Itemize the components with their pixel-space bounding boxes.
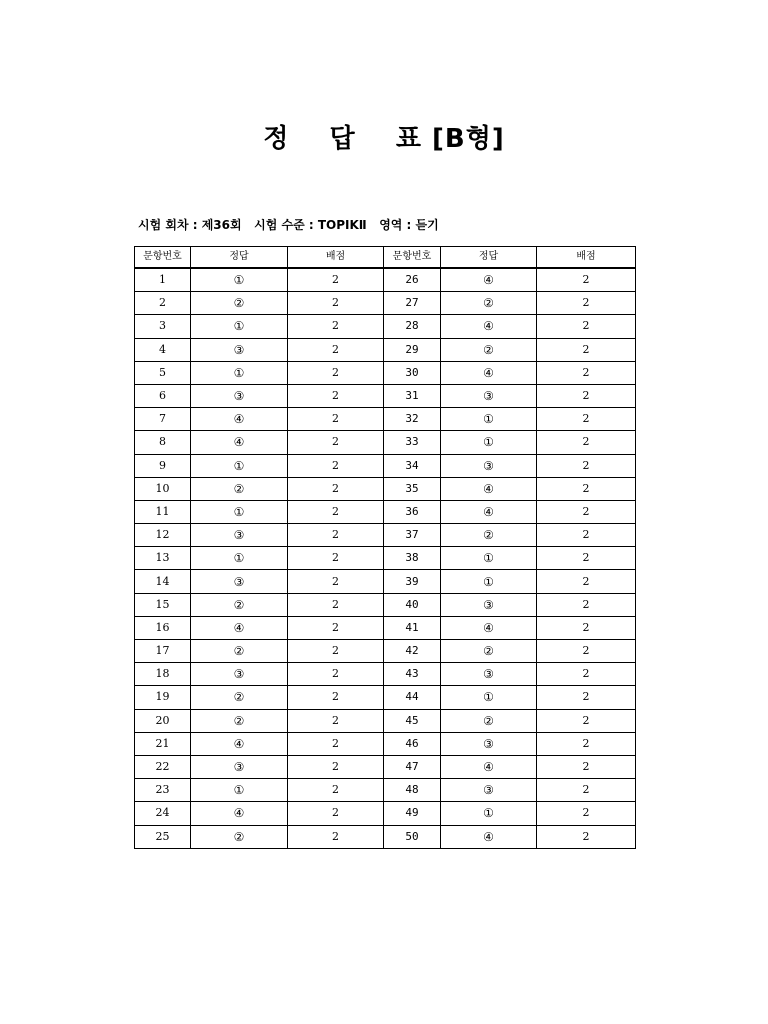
answer-cell: ③ [441, 732, 537, 755]
question-number-cell: 16 [135, 616, 191, 639]
answer-cell: ③ [191, 338, 288, 361]
question-number-cell: 5 [135, 361, 191, 384]
points-cell: 2 [288, 732, 384, 755]
question-number-cell: 27 [384, 292, 441, 315]
question-number-cell: 37 [384, 524, 441, 547]
table-row [135, 640, 636, 663]
header-question-number: 문항번호 [135, 247, 191, 269]
points-cell: 2 [537, 477, 636, 500]
question-number-cell: 8 [135, 431, 191, 454]
points-cell: 2 [537, 640, 636, 663]
question-number-cell: 45 [384, 709, 441, 732]
header-question-number-2: 문항번호 [384, 247, 441, 269]
question-number-cell: 15 [135, 593, 191, 616]
answer-cell: ② [191, 686, 288, 709]
points-cell: 2 [288, 292, 384, 315]
table-row [135, 570, 636, 593]
question-number-cell: 2 [135, 292, 191, 315]
points-cell: 2 [537, 408, 636, 431]
answer-cell: ② [441, 640, 537, 663]
answer-cell: ④ [441, 315, 537, 338]
answer-cell: ② [191, 477, 288, 500]
answer-cell: ① [191, 547, 288, 570]
question-number-cell: 20 [135, 709, 191, 732]
answer-cell: ④ [191, 408, 288, 431]
table-row [135, 454, 636, 477]
question-number-cell: 34 [384, 454, 441, 477]
header-points-2: 배점 [537, 247, 636, 269]
answer-cell: ② [441, 709, 537, 732]
question-number-cell: 11 [135, 500, 191, 523]
table-row [135, 292, 636, 315]
answer-cell: ④ [191, 802, 288, 825]
table-row [135, 408, 636, 431]
table-row [135, 268, 636, 292]
question-number-cell: 21 [135, 732, 191, 755]
points-cell: 2 [288, 663, 384, 686]
table-row [135, 431, 636, 454]
answer-cell: ④ [191, 732, 288, 755]
points-cell: 2 [288, 802, 384, 825]
question-number-cell: 26 [384, 268, 441, 292]
points-cell: 2 [288, 640, 384, 663]
answer-cell: ① [441, 570, 537, 593]
table-row [135, 686, 636, 709]
points-cell: 2 [537, 686, 636, 709]
table-row [135, 315, 636, 338]
table-row [135, 732, 636, 755]
points-cell: 2 [537, 709, 636, 732]
answer-cell: ① [441, 686, 537, 709]
points-cell: 2 [288, 431, 384, 454]
answer-cell: ③ [191, 524, 288, 547]
answer-cell: ③ [441, 593, 537, 616]
points-cell: 2 [288, 524, 384, 547]
points-cell: 2 [288, 709, 384, 732]
answer-cell: ③ [191, 663, 288, 686]
question-number-cell: 33 [384, 431, 441, 454]
points-cell: 2 [288, 686, 384, 709]
answer-cell: ③ [441, 663, 537, 686]
table-row [135, 779, 636, 802]
question-number-cell: 6 [135, 384, 191, 407]
table-row [135, 477, 636, 500]
points-cell: 2 [288, 408, 384, 431]
header-row [135, 247, 636, 269]
answer-key-header [135, 247, 636, 269]
answer-cell: ② [441, 292, 537, 315]
points-cell: 2 [537, 802, 636, 825]
answer-cell: ① [191, 779, 288, 802]
points-cell: 2 [537, 315, 636, 338]
points-cell: 2 [537, 361, 636, 384]
points-cell: 2 [537, 384, 636, 407]
points-cell: 2 [288, 547, 384, 570]
table-row [135, 338, 636, 361]
answer-cell: ④ [441, 755, 537, 778]
points-cell: 2 [288, 384, 384, 407]
question-number-cell: 42 [384, 640, 441, 663]
answer-cell: ④ [441, 361, 537, 384]
points-cell: 2 [288, 825, 384, 848]
answer-cell: ④ [191, 431, 288, 454]
answer-cell: ④ [191, 616, 288, 639]
answer-key-table [134, 246, 636, 849]
question-number-cell: 46 [384, 732, 441, 755]
answer-cell: ③ [191, 384, 288, 407]
question-number-cell: 7 [135, 408, 191, 431]
answer-cell: ③ [191, 755, 288, 778]
answer-cell: ④ [441, 500, 537, 523]
points-cell: 2 [537, 338, 636, 361]
answer-cell: ② [441, 524, 537, 547]
points-cell: 2 [288, 268, 384, 292]
answer-cell: ② [191, 292, 288, 315]
points-cell: 2 [537, 663, 636, 686]
answer-cell: ④ [441, 616, 537, 639]
table-row [135, 755, 636, 778]
question-number-cell: 40 [384, 593, 441, 616]
points-cell: 2 [537, 500, 636, 523]
question-number-cell: 47 [384, 755, 441, 778]
points-cell: 2 [537, 454, 636, 477]
answer-cell: ① [191, 500, 288, 523]
points-cell: 2 [537, 593, 636, 616]
answer-cell: ② [441, 338, 537, 361]
table-row [135, 547, 636, 570]
page-title: 정 답 표 [B형] [263, 124, 505, 154]
answer-cell: ④ [441, 477, 537, 500]
points-cell: 2 [288, 315, 384, 338]
exam-info: 시험 회차 : 제36회 시험 수준 : TOPIKⅡ 영역 : 듣기 [138, 218, 439, 232]
points-cell: 2 [537, 825, 636, 848]
question-number-cell: 9 [135, 454, 191, 477]
question-number-cell: 12 [135, 524, 191, 547]
header-points: 배점 [288, 247, 384, 269]
points-cell: 2 [537, 524, 636, 547]
answer-cell: ② [191, 593, 288, 616]
answer-cell: ① [191, 268, 288, 292]
table-row [135, 361, 636, 384]
points-cell: 2 [288, 338, 384, 361]
points-cell: 2 [288, 779, 384, 802]
question-number-cell: 43 [384, 663, 441, 686]
answer-cell: ① [441, 408, 537, 431]
question-number-cell: 22 [135, 755, 191, 778]
question-number-cell: 10 [135, 477, 191, 500]
answer-cell: ① [191, 361, 288, 384]
points-cell: 2 [537, 547, 636, 570]
points-cell: 2 [537, 268, 636, 292]
answer-cell: ① [191, 454, 288, 477]
points-cell: 2 [288, 454, 384, 477]
question-number-cell: 50 [384, 825, 441, 848]
table-row [135, 384, 636, 407]
question-number-cell: 32 [384, 408, 441, 431]
question-number-cell: 35 [384, 477, 441, 500]
question-number-cell: 1 [135, 268, 191, 292]
question-number-cell: 28 [384, 315, 441, 338]
answer-cell: ② [191, 709, 288, 732]
question-number-cell: 14 [135, 570, 191, 593]
table-row [135, 825, 636, 848]
points-cell: 2 [288, 616, 384, 639]
answer-cell: ③ [191, 570, 288, 593]
question-number-cell: 49 [384, 802, 441, 825]
points-cell: 2 [288, 477, 384, 500]
answer-cell: ① [441, 547, 537, 570]
table-row [135, 593, 636, 616]
question-number-cell: 31 [384, 384, 441, 407]
points-cell: 2 [288, 755, 384, 778]
question-number-cell: 17 [135, 640, 191, 663]
answer-key-body [135, 268, 636, 848]
header-answer: 정답 [191, 247, 288, 269]
points-cell: 2 [288, 593, 384, 616]
question-number-cell: 13 [135, 547, 191, 570]
answer-cell: ④ [441, 268, 537, 292]
answer-cell: ② [191, 640, 288, 663]
table-row [135, 616, 636, 639]
question-number-cell: 19 [135, 686, 191, 709]
points-cell: 2 [537, 779, 636, 802]
answer-cell: ③ [441, 384, 537, 407]
question-number-cell: 48 [384, 779, 441, 802]
points-cell: 2 [537, 755, 636, 778]
points-cell: 2 [537, 616, 636, 639]
question-number-cell: 18 [135, 663, 191, 686]
answer-cell: ④ [441, 825, 537, 848]
question-number-cell: 29 [384, 338, 441, 361]
question-number-cell: 4 [135, 338, 191, 361]
answer-cell: ③ [441, 454, 537, 477]
points-cell: 2 [537, 732, 636, 755]
answer-cell: ① [441, 431, 537, 454]
question-number-cell: 24 [135, 802, 191, 825]
points-cell: 2 [288, 570, 384, 593]
question-number-cell: 36 [384, 500, 441, 523]
points-cell: 2 [288, 361, 384, 384]
answer-cell: ① [441, 802, 537, 825]
answer-cell: ② [191, 825, 288, 848]
answer-cell: ① [191, 315, 288, 338]
table-row [135, 663, 636, 686]
question-number-cell: 3 [135, 315, 191, 338]
header-answer-2: 정답 [441, 247, 537, 269]
question-number-cell: 23 [135, 779, 191, 802]
table-row [135, 500, 636, 523]
question-number-cell: 38 [384, 547, 441, 570]
question-number-cell: 30 [384, 361, 441, 384]
points-cell: 2 [537, 570, 636, 593]
table-row [135, 802, 636, 825]
points-cell: 2 [537, 292, 636, 315]
table-row [135, 524, 636, 547]
answer-cell: ③ [441, 779, 537, 802]
question-number-cell: 39 [384, 570, 441, 593]
points-cell: 2 [537, 431, 636, 454]
table-row [135, 709, 636, 732]
question-number-cell: 44 [384, 686, 441, 709]
question-number-cell: 25 [135, 825, 191, 848]
points-cell: 2 [288, 500, 384, 523]
question-number-cell: 41 [384, 616, 441, 639]
